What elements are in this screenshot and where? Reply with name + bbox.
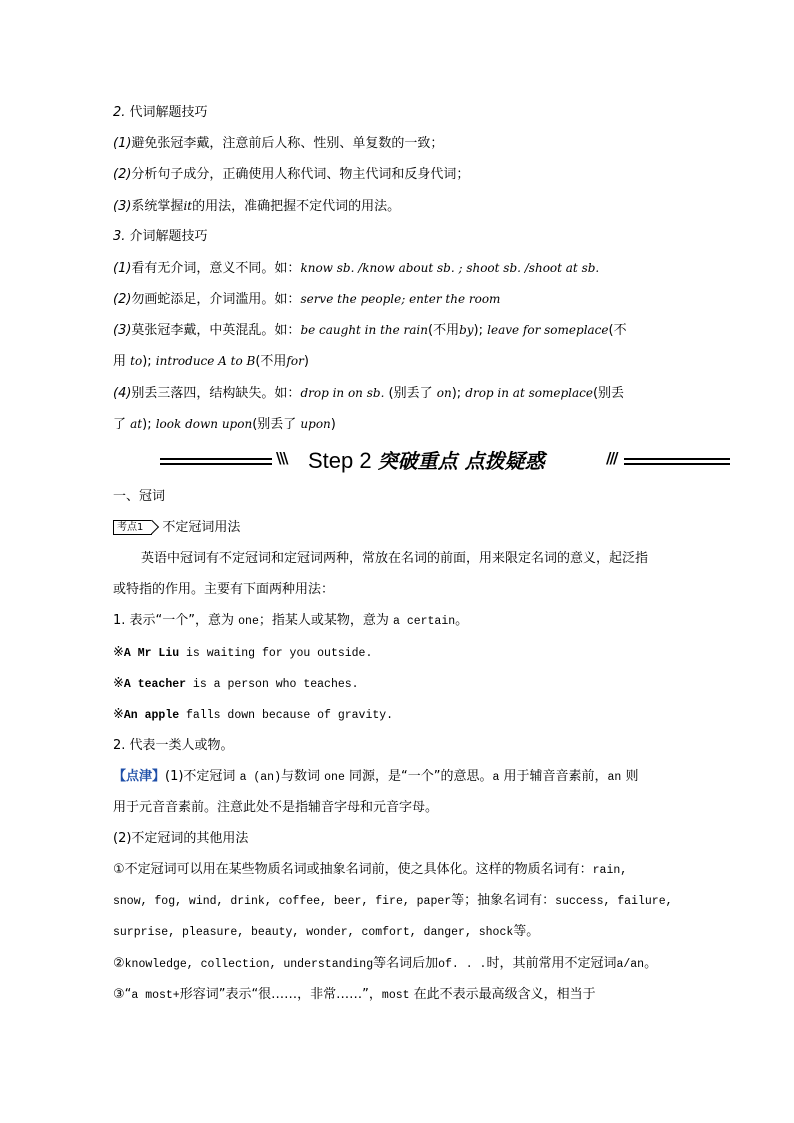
heading-text: 代词解题技巧 (129, 105, 208, 120)
example-sentence: ※A teacher is a person who teaches. (113, 676, 359, 691)
usage-circle-1: ①不定冠词可以用在某些物质名词或抽象名词前，使之具体化。这样的物质名词有：rain, (113, 862, 628, 877)
dianjin-note-1-cont: 用于元音音素前。注意此处不是指辅音字母和元音字母。 (113, 800, 439, 815)
banner-slashes-left: \\\ (276, 449, 287, 467)
usage-circle-1-cont: snow, fog, wind, drink, coffee, beer, fire, paper等；抽象名词有：success, failure, (113, 893, 673, 908)
usage-circle-2: ②knowledge, collection, understanding等名词后加of. . .时，其前常用不定冠词a/an。 (113, 956, 658, 971)
banner-rule-right (624, 457, 730, 466)
section-3-item-1: (1)看有无介词，意义不同。如：know sb. /know about sb. ; shoot sb. /shoot at sb. (113, 261, 600, 276)
usage-point-1: 1. 表示“一个”，意为 one；指某人或某物，意为 a certain。 (113, 613, 469, 628)
part-heading: 一、冠词 (113, 489, 166, 504)
dianjin-label: 【点津】 (113, 769, 166, 784)
section-2-heading (113, 104, 208, 122)
section-3-item-3-cont: 用 to); introduce A to B(不用for) (113, 354, 309, 369)
section-3-item-3: (3)莫张冠李戴，中英混乱。如：be caught in the rain(不用by); leave for someplace(不 (113, 323, 627, 338)
intro-paragraph-line-1: 英语中冠词有不定冠词和定冠词两种，常放在名词的前面，用来限定名词的意义，起泛指 (141, 551, 649, 566)
banner-title-cn: 突破重点 点拨疑惑 (377, 449, 545, 473)
usage-circle-1-cont-2: surprise, pleasure, beauty, wonder, comfort, danger, shock等。 (113, 924, 540, 939)
example-sentence: ※An apple falls down because of gravity. (113, 707, 394, 722)
step-banner (160, 447, 730, 479)
banner-slashes-right: /// (606, 449, 617, 467)
usage-circle-3: ③“a most+形容词”表示“很……，非常……”，most 在此不表示最高级含义，相当于 (113, 987, 596, 1002)
dianjin-note-2: (2)不定冠词的其他用法 (113, 831, 249, 846)
heading-number: 2. (113, 105, 126, 120)
section-3-item-2: (2)勿画蛇添足，介词滥用。如：serve the people; enter the room (113, 292, 501, 307)
section-3-heading: 3. 介词解题技巧 (113, 229, 208, 244)
example-sentence: ※A Mr Liu is waiting for you outside. (113, 645, 373, 660)
section-2-item-1: (1)避免张冠李戴，注意前后人称、性别、单复数的一致； (113, 136, 444, 151)
usage-point-2: 2. 代表一类人或物。 (113, 738, 234, 753)
banner-title (308, 445, 545, 474)
section-3-item-4-cont: 了 at); look down upon(别丢了 upon) (113, 417, 336, 432)
dianjin-note-1: 【点津】(1)不定冠词 a (an)与数词 one 同源，是“一个”的意思。a 用于辅音音素前，an 则 (113, 769, 639, 784)
step-number: Step 2 (308, 448, 372, 473)
banner-rule-left (160, 457, 272, 466)
section-2-item-2: (2)分析句子成分，正确使用人称代词、物主代词和反身代词； (113, 167, 470, 182)
kaodian-badge: 考点1 (113, 520, 152, 535)
section-2-item-3: (3)系统掌握it的用法，准确把握不定代词的用法。 (113, 199, 401, 214)
kaodian-row (113, 519, 240, 537)
section-3-item-4: (4)别丢三落四，结构缺失。如：drop in on sb. (别丢了 on); drop in at someplace(别丢 (113, 386, 625, 401)
kaodian-title: 不定冠词用法 (162, 520, 241, 535)
intro-paragraph-line-2: 或特指的作用。主要有下面两种用法： (113, 582, 335, 597)
